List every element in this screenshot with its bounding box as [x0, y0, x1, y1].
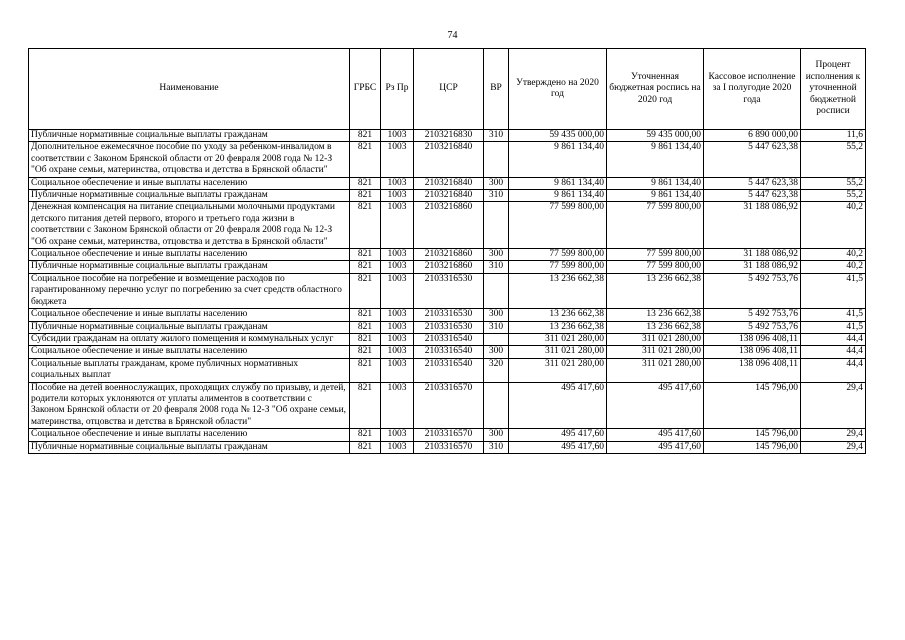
cell-percent: 40,2 [801, 249, 866, 261]
cell-refined: 77 599 800,00 [607, 261, 704, 273]
cell-cash: 5 447 623,38 [704, 142, 801, 177]
cell-csr: 2103216860 [414, 202, 484, 249]
cell-refined: 13 236 662,38 [607, 273, 704, 308]
cell-cash: 5 492 753,76 [704, 273, 801, 308]
table-row [29, 261, 866, 273]
cell-grbs: 821 [350, 358, 381, 382]
cell-csr: 2103316530 [414, 309, 484, 321]
cell-vr: 310 [484, 190, 509, 202]
cell-approved: 311 021 280,00 [509, 333, 607, 345]
cell-cash: 138 096 408,11 [704, 333, 801, 345]
cell-vr: 310 [484, 130, 509, 142]
cell-name: Социальное обеспечение и иные выплаты населению [29, 309, 350, 321]
cell-refined: 311 021 280,00 [607, 346, 704, 358]
cell-rzpr: 1003 [381, 261, 414, 273]
cell-approved: 77 599 800,00 [509, 249, 607, 261]
cell-grbs: 821 [350, 321, 381, 333]
table-body [29, 130, 866, 454]
table-row [29, 202, 866, 249]
cell-vr [484, 273, 509, 308]
table-row [29, 142, 866, 177]
cell-name: Субсидии гражданам на оплату жилого помещения и коммунальных услуг [29, 333, 350, 345]
cell-csr: 2103316540 [414, 333, 484, 345]
cell-percent: 55,2 [801, 190, 866, 202]
cell-cash: 5 492 753,76 [704, 321, 801, 333]
header-grbs: ГРБС [350, 49, 381, 130]
cell-percent: 40,2 [801, 261, 866, 273]
header-csr: ЦСР [414, 49, 484, 130]
cell-cash: 138 096 408,11 [704, 346, 801, 358]
cell-csr: 2103216860 [414, 249, 484, 261]
cell-grbs: 821 [350, 190, 381, 202]
cell-csr: 2103316530 [414, 273, 484, 308]
budget-table [28, 48, 866, 454]
cell-percent: 41,5 [801, 321, 866, 333]
cell-grbs: 821 [350, 429, 381, 441]
table-row [29, 273, 866, 308]
table-row [29, 441, 866, 453]
cell-rzpr: 1003 [381, 130, 414, 142]
cell-cash: 6 890 000,00 [704, 130, 801, 142]
cell-name: Социальное обеспечение и иные выплаты населению [29, 249, 350, 261]
page-number: 74 [447, 30, 458, 41]
cell-csr: 2103316570 [414, 382, 484, 429]
cell-rzpr: 1003 [381, 429, 414, 441]
cell-refined: 495 417,60 [607, 382, 704, 429]
cell-approved: 495 417,60 [509, 382, 607, 429]
table-row [29, 177, 866, 189]
cell-approved: 13 236 662,38 [509, 273, 607, 308]
table-row [29, 130, 866, 142]
cell-percent: 11,6 [801, 130, 866, 142]
cell-rzpr: 1003 [381, 177, 414, 189]
cell-name: Публичные нормативные социальные выплаты гражданам [29, 321, 350, 333]
cell-vr: 320 [484, 358, 509, 382]
cell-name: Публичные нормативные социальные выплаты гражданам [29, 190, 350, 202]
cell-cash: 145 796,00 [704, 441, 801, 453]
cell-approved: 59 435 000,00 [509, 130, 607, 142]
cell-refined: 9 861 134,40 [607, 190, 704, 202]
cell-cash: 5 492 753,76 [704, 309, 801, 321]
cell-percent: 29,4 [801, 429, 866, 441]
cell-percent: 44,4 [801, 358, 866, 382]
header-approved: Утверждено на 2020 год [509, 49, 607, 130]
cell-csr: 2103316570 [414, 441, 484, 453]
cell-rzpr: 1003 [381, 202, 414, 249]
cell-refined: 59 435 000,00 [607, 130, 704, 142]
cell-grbs: 821 [350, 309, 381, 321]
cell-approved: 495 417,60 [509, 429, 607, 441]
cell-name: Пособие на детей военнослужащих, проходящих службу по призыву, и детей, родители которых уклоняются от уплаты алиментов в соответствии с Законом Брянской области от 20 февраля 2008 года № 12-З "Об охране семьи, материнства, отцовства и детства в Брянской области" [29, 382, 350, 429]
cell-grbs: 821 [350, 441, 381, 453]
cell-csr: 2103316570 [414, 429, 484, 441]
cell-rzpr: 1003 [381, 249, 414, 261]
cell-vr: 300 [484, 429, 509, 441]
cell-name: Публичные нормативные социальные выплаты гражданам [29, 261, 350, 273]
cell-cash: 138 096 408,11 [704, 358, 801, 382]
cell-percent: 44,4 [801, 346, 866, 358]
cell-refined: 77 599 800,00 [607, 202, 704, 249]
table-row [29, 190, 866, 202]
cell-percent: 41,5 [801, 273, 866, 308]
cell-approved: 9 861 134,40 [509, 142, 607, 177]
cell-refined: 495 417,60 [607, 441, 704, 453]
cell-cash: 31 188 086,92 [704, 261, 801, 273]
cell-vr [484, 202, 509, 249]
cell-rzpr: 1003 [381, 382, 414, 429]
cell-csr: 2103216840 [414, 142, 484, 177]
cell-percent: 29,4 [801, 382, 866, 429]
cell-cash: 31 188 086,92 [704, 202, 801, 249]
cell-name: Дополнительное ежемесячное пособие по уходу за ребенком-инвалидом в соответствии с Законом Брянской области от 20 февраля 2008 года № 12-З "Об охране семьи, материнства, отцовства и детства в Брянской области" [29, 142, 350, 177]
cell-vr: 300 [484, 346, 509, 358]
cell-approved: 77 599 800,00 [509, 202, 607, 249]
cell-vr: 310 [484, 321, 509, 333]
cell-rzpr: 1003 [381, 142, 414, 177]
cell-grbs: 821 [350, 202, 381, 249]
cell-percent: 55,2 [801, 177, 866, 189]
table-row [29, 309, 866, 321]
cell-vr: 300 [484, 249, 509, 261]
cell-csr: 2103316540 [414, 358, 484, 382]
cell-cash: 5 447 623,38 [704, 177, 801, 189]
cell-name: Социальное обеспечение и иные выплаты населению [29, 346, 350, 358]
cell-refined: 13 236 662,38 [607, 321, 704, 333]
cell-name: Социальное обеспечение и иные выплаты населению [29, 429, 350, 441]
cell-refined: 13 236 662,38 [607, 309, 704, 321]
cell-csr: 2103216840 [414, 177, 484, 189]
cell-refined: 311 021 280,00 [607, 358, 704, 382]
cell-rzpr: 1003 [381, 333, 414, 345]
cell-name: Денежная компенсация на питание специальными молочными продуктами детского питания детей первого, второго и третьего года жизни в соответствии с Законом Брянской области от 20 февраля 2008 года № 12-З "Об охране семьи, материнства, отцовства и детства в Брянской области" [29, 202, 350, 249]
cell-rzpr: 1003 [381, 441, 414, 453]
cell-approved: 311 021 280,00 [509, 346, 607, 358]
cell-vr: 310 [484, 261, 509, 273]
cell-vr [484, 382, 509, 429]
header-percent: Процент исполнения к уточненной бюджетной росписи [801, 49, 866, 130]
cell-approved: 9 861 134,40 [509, 190, 607, 202]
cell-vr [484, 333, 509, 345]
cell-grbs: 821 [350, 261, 381, 273]
cell-grbs: 821 [350, 130, 381, 142]
cell-cash: 5 447 623,38 [704, 190, 801, 202]
cell-csr: 2103216840 [414, 190, 484, 202]
cell-refined: 9 861 134,40 [607, 142, 704, 177]
cell-approved: 311 021 280,00 [509, 358, 607, 382]
cell-percent: 41,5 [801, 309, 866, 321]
header-name: Наименование [29, 49, 350, 130]
cell-name: Социальное пособие на погребение и возмещение расходов по гарантированному перечню услуг по погребению за счет средств областного бюджета [29, 273, 350, 308]
header-rzpr: Рз Пр [381, 49, 414, 130]
header-vr: ВР [484, 49, 509, 130]
cell-grbs: 821 [350, 382, 381, 429]
cell-cash: 31 188 086,92 [704, 249, 801, 261]
cell-name: Социальные выплаты гражданам, кроме публичных нормативных социальных выплат [29, 358, 350, 382]
cell-grbs: 821 [350, 142, 381, 177]
cell-percent: 44,4 [801, 333, 866, 345]
table-row [29, 429, 866, 441]
table-row [29, 382, 866, 429]
cell-rzpr: 1003 [381, 321, 414, 333]
cell-cash: 145 796,00 [704, 429, 801, 441]
table-row [29, 321, 866, 333]
cell-name: Публичные нормативные социальные выплаты гражданам [29, 130, 350, 142]
cell-csr: 2103216860 [414, 261, 484, 273]
cell-rzpr: 1003 [381, 190, 414, 202]
cell-name: Социальное обеспечение и иные выплаты населению [29, 177, 350, 189]
table-row [29, 249, 866, 261]
table-header-row [29, 49, 866, 130]
table-row [29, 358, 866, 382]
cell-grbs: 821 [350, 346, 381, 358]
cell-vr: 310 [484, 441, 509, 453]
cell-approved: 13 236 662,38 [509, 309, 607, 321]
cell-grbs: 821 [350, 333, 381, 345]
cell-refined: 77 599 800,00 [607, 249, 704, 261]
cell-csr: 2103216830 [414, 130, 484, 142]
cell-rzpr: 1003 [381, 273, 414, 308]
cell-percent: 40,2 [801, 202, 866, 249]
cell-refined: 9 861 134,40 [607, 177, 704, 189]
cell-approved: 77 599 800,00 [509, 261, 607, 273]
cell-vr: 300 [484, 177, 509, 189]
cell-approved: 13 236 662,38 [509, 321, 607, 333]
cell-approved: 9 861 134,40 [509, 177, 607, 189]
cell-refined: 495 417,60 [607, 429, 704, 441]
cell-grbs: 821 [350, 249, 381, 261]
cell-vr [484, 142, 509, 177]
cell-percent: 55,2 [801, 142, 866, 177]
cell-csr: 2103316540 [414, 346, 484, 358]
cell-rzpr: 1003 [381, 346, 414, 358]
cell-csr: 2103316530 [414, 321, 484, 333]
cell-percent: 29,4 [801, 441, 866, 453]
cell-grbs: 821 [350, 177, 381, 189]
table-row [29, 333, 866, 345]
cell-cash: 145 796,00 [704, 382, 801, 429]
cell-rzpr: 1003 [381, 358, 414, 382]
cell-grbs: 821 [350, 273, 381, 308]
header-cash: Кассовое исполнение за I полугодие 2020 года [704, 49, 801, 130]
cell-vr: 300 [484, 309, 509, 321]
header-refined: Уточненная бюджетная роспись на 2020 год [607, 49, 704, 130]
cell-approved: 495 417,60 [509, 441, 607, 453]
cell-refined: 311 021 280,00 [607, 333, 704, 345]
table-row [29, 346, 866, 358]
cell-rzpr: 1003 [381, 309, 414, 321]
cell-name: Публичные нормативные социальные выплаты гражданам [29, 441, 350, 453]
